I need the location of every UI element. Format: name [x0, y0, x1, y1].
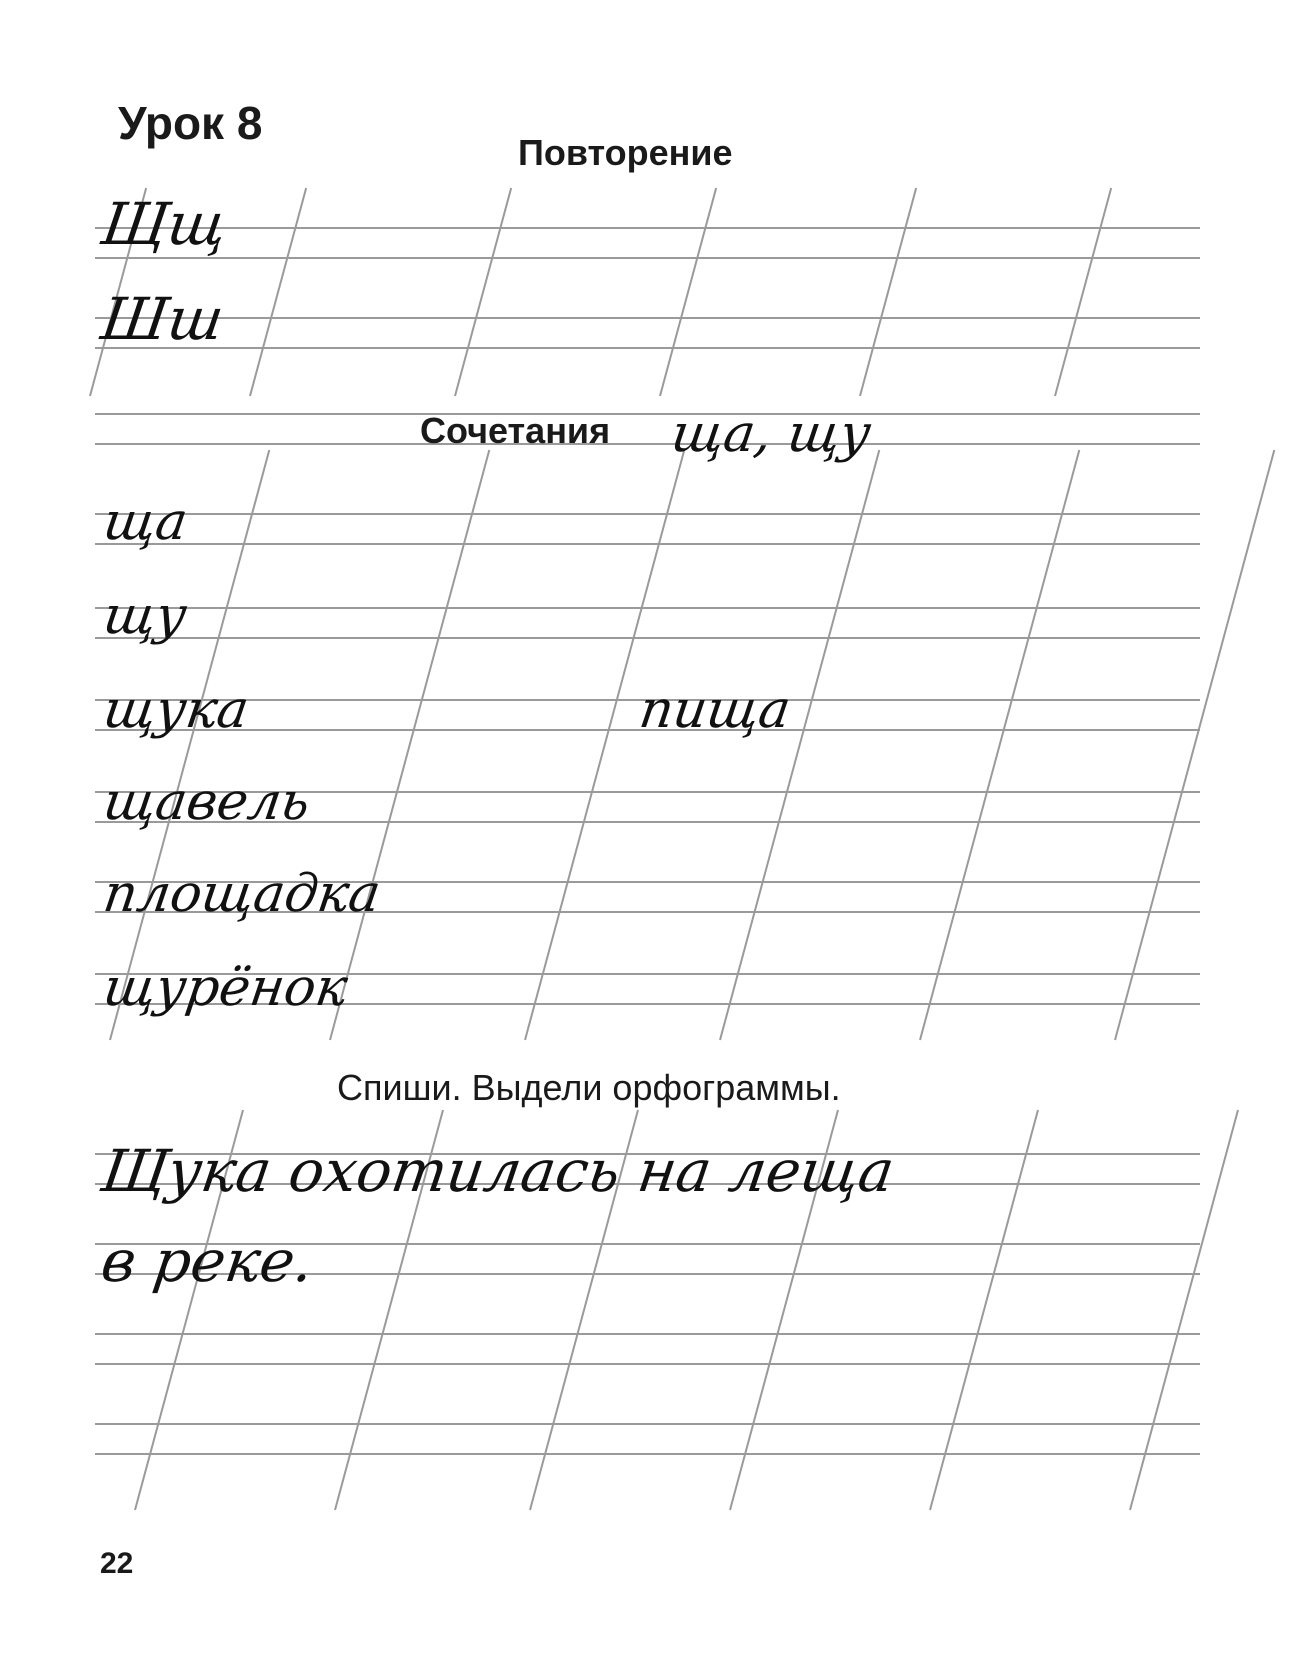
slant-line: [1055, 188, 1111, 396]
slant-line: [860, 188, 916, 396]
slant-line: [920, 450, 1079, 1040]
slant-line: [1115, 450, 1274, 1040]
slant-line: [250, 188, 306, 396]
sentence-line-1: Щука охотилась на леща: [97, 1137, 899, 1205]
section-title: Повторение: [518, 132, 733, 173]
slant-line: [660, 188, 716, 396]
slant-line: [455, 188, 511, 396]
extra-word: пища: [635, 680, 795, 740]
sentence-line-2: в реке.: [97, 1227, 318, 1295]
practice-word-6: щурёнок: [99, 958, 352, 1018]
letter-pair-sha: Шш: [97, 285, 228, 353]
slant-line: [330, 450, 489, 1040]
practice-word-3: щука: [99, 680, 253, 740]
practice-word-5: площадка: [99, 864, 385, 924]
slant-line: [930, 1110, 1038, 1510]
practice-word-1: ща: [99, 492, 192, 552]
lesson-title: Урок 8: [118, 97, 263, 149]
practice-word-2: щу: [99, 586, 191, 646]
slant-line: [720, 450, 879, 1040]
combinations-sample: ща, щу: [667, 404, 875, 464]
slant-line: [1130, 1110, 1238, 1510]
page-number: 22: [100, 1547, 134, 1580]
instruction-text: Спиши. Выдели орфограммы.: [337, 1067, 841, 1108]
combinations-label: Сочетания: [420, 410, 611, 451]
slant-line: [525, 450, 684, 1040]
practice-word-4: щавель: [99, 772, 314, 832]
letter-pair-shcha: Щщ: [97, 190, 232, 258]
